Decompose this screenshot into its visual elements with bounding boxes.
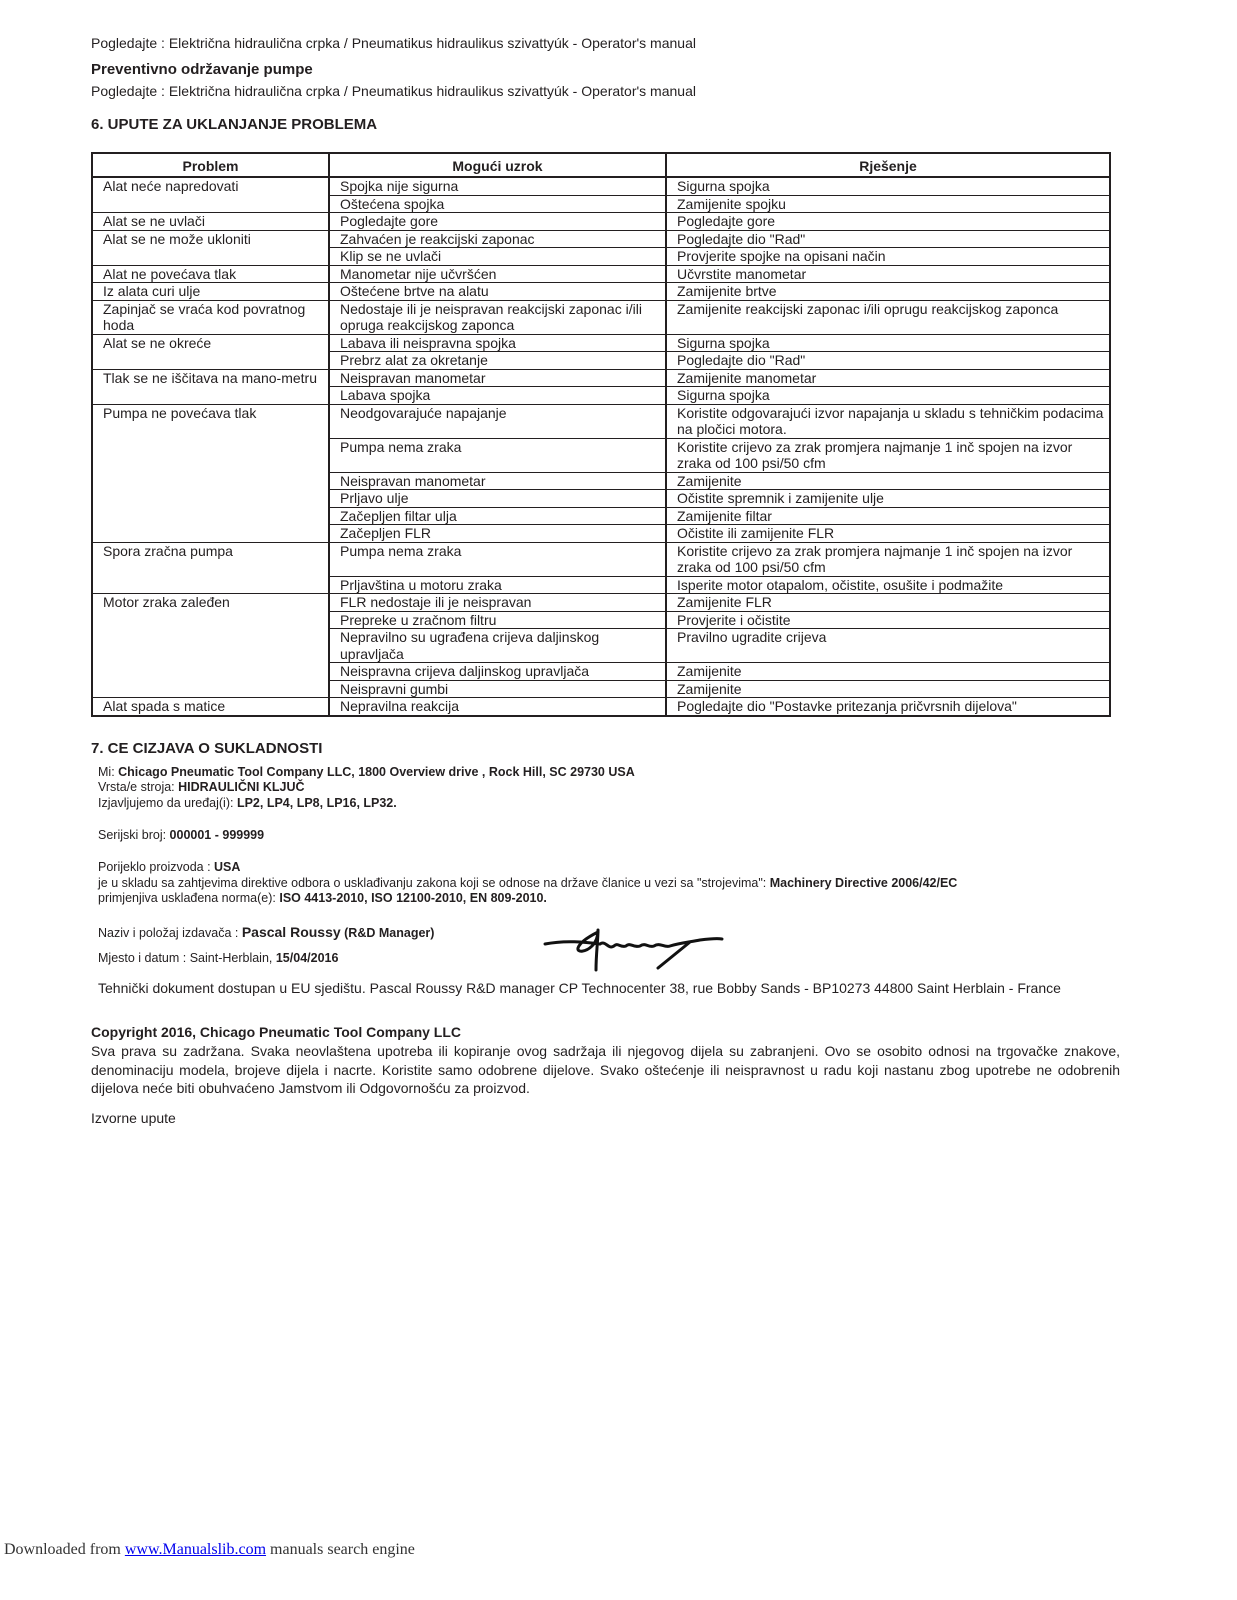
- cause-cell: Labava ili neispravna spojka: [330, 335, 667, 353]
- cause-solution-list: [330, 178, 1109, 213]
- cause-cell: Pumpa nema zraka: [330, 439, 667, 473]
- table-row: [330, 490, 1109, 508]
- table-row: [330, 681, 1109, 699]
- cause-cell: Neispravna crijeva daljinskog upravljača: [330, 663, 667, 681]
- problem-group: [93, 543, 1109, 595]
- cause-solution-list: [330, 266, 1109, 284]
- manualslib-link[interactable]: www.Manualslib.com: [124, 1541, 267, 1558]
- cause-cell: Prljavo ulje: [330, 490, 667, 508]
- solution-cell: Provjerite spojke na opisani način: [667, 248, 1109, 266]
- manufacturer-label: Mi:: [98, 765, 119, 779]
- solution-cell: Zamijenite reakcijski zaponac i/ili oprugu reakcijskog zaponca: [667, 301, 1109, 335]
- devices-value: LP2, LP4, LP8, LP16, LP32.: [236, 796, 397, 810]
- table-row: [330, 266, 1109, 284]
- cause-cell: Oštećena spojka: [330, 196, 667, 214]
- original-instructions: Izvorne upute: [91, 1110, 176, 1126]
- solution-cell: Koristite odgovarajući izvor napajanja u skladu s tehničkim podacima na pločici motora.: [667, 405, 1109, 439]
- cause-solution-list: [330, 335, 1109, 370]
- table-row: [330, 178, 1109, 196]
- cause-solution-list: [330, 543, 1109, 595]
- table-row: [330, 405, 1109, 439]
- problem-cell: Zapinjač se vraća kod povratnog hoda: [93, 301, 330, 335]
- origin-line: [98, 860, 240, 874]
- problem-cell: Alat ne povećava tlak: [93, 266, 330, 284]
- table-row: [330, 577, 1109, 595]
- table-row: [330, 508, 1109, 526]
- solution-cell: Sigurna spojka: [667, 178, 1109, 196]
- issuer-label: Naziv i položaj izdavača :: [98, 926, 242, 940]
- table-row: [330, 283, 1109, 301]
- copyright-text: Sva prava su zadržana. Svaka neovlaštena upotreba ili kopiranje ovog sadržaja ili njegovog dijela su zabranjeni. Ovo se osobito odnosi na trgovačke znakove, denominaciju modela, brojeve dijela i nacrte. Koristite samo odobrene dijelove. Svako oštećenje ili neispravnost u radu koji nastanu zbog upotrebe ne odobrenih dijelova neće biti obuhvaćeno Jamstvom ili Odgovornošću za proizvod.: [91, 1043, 1120, 1096]
- machine-type-label: Vrsta/e stroja:: [98, 780, 179, 794]
- problem-group: [93, 405, 1109, 543]
- solution-cell: Pogledajte dio "Rad": [667, 352, 1109, 370]
- preventive-maintenance-heading: Preventivno održavanje pumpe: [91, 61, 313, 78]
- table-row: [330, 196, 1109, 214]
- troubleshooting-table: [91, 152, 1111, 717]
- table-row: [330, 439, 1109, 473]
- cause-cell: Zahvaćen je reakcijski zaponac: [330, 231, 667, 249]
- norms-line: [98, 891, 547, 905]
- cause-cell: Prepreke u zračnom filtru: [330, 612, 667, 630]
- cause-cell: Nepravilna reakcija: [330, 698, 667, 715]
- problem-cell: Pumpa ne povećava tlak: [93, 405, 330, 543]
- problem-group: [93, 178, 1109, 213]
- serial-label: Serijski broj:: [98, 828, 170, 842]
- solution-cell: Zamijenite: [667, 681, 1109, 699]
- cause-solution-list: [330, 213, 1109, 231]
- problem-cell: Spora zračna pumpa: [93, 543, 330, 595]
- problem-group: [93, 594, 1109, 698]
- problem-cell: Motor zraka zaleđen: [93, 594, 330, 698]
- cause-solution-list: [330, 594, 1109, 698]
- table-row: [330, 335, 1109, 353]
- origin-label: Porijeklo proizvoda :: [98, 860, 215, 874]
- problem-cell: Alat se ne uvlači: [93, 213, 330, 231]
- cause-cell: Neispravan manometar: [330, 370, 667, 388]
- table-header-row: [93, 154, 1109, 178]
- copyright-title: Copyright 2016, Chicago Pneumatic Tool Company LLC: [91, 1024, 462, 1040]
- problem-group: [93, 266, 1109, 284]
- cause-cell: Oštećene brtve na alatu: [330, 283, 667, 301]
- problem-group: [93, 698, 1109, 715]
- column-header-cause: Mogući uzrok: [330, 154, 667, 178]
- solution-cell: Pogledajte gore: [667, 213, 1109, 231]
- solution-cell: Očistite spremnik i zamijenite ulje: [667, 490, 1109, 508]
- problem-group: [93, 370, 1109, 405]
- table-row: [330, 473, 1109, 491]
- serial-line: [98, 828, 264, 842]
- table-row: [330, 543, 1109, 577]
- problem-group: [93, 335, 1109, 370]
- cause-cell: Prljavština u motoru zraka: [330, 577, 667, 595]
- download-footer: [4, 1541, 415, 1559]
- directive-text: je u skladu sa zahtjevima direktive odbora o usklađivanju zakona koji se odnose na države članice u vezi sa "strojevima":: [98, 876, 770, 890]
- solution-cell: Pravilno ugradite crijeva: [667, 629, 1109, 663]
- solution-cell: Zamijenite filtar: [667, 508, 1109, 526]
- machine-type-value: HIDRAULIČNI KLJUČ: [178, 780, 305, 794]
- cause-cell: Neodgovarajuće napajanje: [330, 405, 667, 439]
- problem-group: [93, 283, 1109, 301]
- directive-value: Machinery Directive 2006/42/EC: [769, 876, 958, 890]
- footer-prefix: Downloaded from: [4, 1541, 125, 1558]
- cause-cell: Začepljen FLR: [330, 525, 667, 543]
- cause-solution-list: [330, 283, 1109, 301]
- table-row: [330, 525, 1109, 543]
- table-row: [330, 231, 1109, 249]
- devices-label: Izjavljujemo da uređaj(i):: [98, 796, 237, 810]
- solution-cell: Zamijenite FLR: [667, 594, 1109, 612]
- place-label: Mjesto i datum :: [98, 951, 190, 965]
- solution-cell: Pogledajte dio "Rad": [667, 231, 1109, 249]
- cause-cell: Pogledajte gore: [330, 213, 667, 231]
- solution-cell: Pogledajte dio "Postavke pritezanja pričvrsnih dijelova": [677, 698, 1017, 714]
- cause-cell: Labava spojka: [330, 387, 667, 405]
- reference-line-2: Pogledajte : Električna hidraulična crpka / Pneumatikus hidraulikus szivattyúk - Operator's manual: [91, 83, 696, 99]
- cause-cell: FLR nedostaje ili je neispravan: [330, 594, 667, 612]
- devices-line: [98, 796, 397, 810]
- problem-group: [93, 231, 1109, 266]
- directive-line: [98, 876, 957, 890]
- table-row: [330, 612, 1109, 630]
- signature-image: [540, 920, 725, 975]
- cause-solution-list: [330, 405, 1109, 543]
- table-row: [330, 213, 1109, 231]
- manufacturer-line: [98, 765, 635, 779]
- solution-cell: Zamijenite manometar: [667, 370, 1109, 388]
- cause-solution-list: [330, 370, 1109, 405]
- norms-value: ISO 4413-2010, ISO 12100-2010, EN 809-2010.: [279, 891, 547, 905]
- cause-cell: Spojka nije sigurna: [330, 178, 667, 196]
- table-row: [330, 387, 1109, 405]
- cause-solution-list: [330, 301, 1109, 335]
- cause-cell: Začepljen filtar ulja: [330, 508, 667, 526]
- table-body: [93, 178, 1109, 715]
- cause-cell: Pumpa nema zraka: [330, 543, 667, 577]
- date-value: 15/04/2016: [275, 951, 339, 965]
- problem-cell: Tlak se ne iščitava na mano-metru: [93, 370, 330, 405]
- cause-cell: Nepravilno su ugrađena crijeva daljinskog upravljača: [330, 629, 667, 663]
- origin-value: USA: [214, 860, 241, 874]
- declaration-heading: 7. CE CIZJAVA O SUKLADNOSTI: [91, 740, 323, 757]
- solution-cell: Zamijenite brtve: [667, 283, 1109, 301]
- problem-cell: Iz alata curi ulje: [93, 283, 330, 301]
- cause-cell: Manometar nije učvršćen: [330, 266, 667, 284]
- table-row: [330, 301, 1109, 335]
- norms-label: primjenjiva usklađena norma(e):: [98, 891, 280, 905]
- issuer-role: (R&D Manager): [340, 926, 435, 940]
- problem-cell: Alat neće napredovati: [93, 178, 330, 213]
- table-row: [330, 698, 1109, 715]
- solution-cell: Zamijenite: [667, 473, 1109, 491]
- solution-cell: Učvrstite manometar: [667, 266, 1109, 284]
- solution-cell: Očistite ili zamijenite FLR: [667, 525, 1109, 543]
- cause-solution-list: [330, 698, 1109, 715]
- cause-solution-list: [330, 231, 1109, 266]
- solution-cell: Zamijenite: [667, 663, 1109, 681]
- cause-cell: Klip se ne uvlači: [330, 248, 667, 266]
- footer-suffix: manuals search engine: [266, 1541, 415, 1558]
- problem-cell: Alat se ne okreće: [93, 335, 330, 370]
- solution-cell: Zamijenite spojku: [667, 196, 1109, 214]
- table-row: [330, 663, 1109, 681]
- technical-document-line: Tehnički dokument dostupan u EU sjedištu. Pascal Roussy R&D manager CP Technocenter 38, rue Bobby Sands - BP10273 44800 Saint Herblain - France: [98, 980, 1061, 996]
- issuer-name: Pascal Roussy: [241, 924, 341, 940]
- reference-line-1: Pogledajte : Električna hidraulična crpka / Pneumatikus hidraulikus szivattyúk - Operator's manual: [91, 35, 696, 51]
- table-row: [330, 352, 1109, 370]
- place-value: Saint-Herblain,: [189, 951, 276, 965]
- table-row: [330, 629, 1109, 663]
- solution-cell: Provjerite i očistite: [667, 612, 1109, 630]
- solution-cell: Koristite crijevo za zrak promjera najmanje 1 inč spojen na izvor zraka od 100 psi/50 cfm: [667, 543, 1109, 577]
- serial-value: 000001 - 999999: [169, 828, 265, 842]
- solution-cell: Koristite crijevo za zrak promjera najmanje 1 inč spojen na izvor zraka od 100 psi/50 cfm: [667, 439, 1109, 473]
- cause-cell: Neispravan manometar: [330, 473, 667, 491]
- problem-group: [93, 301, 1109, 335]
- cause-cell: Prebrz alat za okretanje: [330, 352, 667, 370]
- cause-cell: Neispravni gumbi: [330, 681, 667, 699]
- cause-cell: Nedostaje ili je neispravan reakcijski zaponac i/ili opruga reakcijskog zaponca: [330, 301, 667, 335]
- problem-cell: Alat spada s matice: [93, 698, 330, 715]
- problem-group: [93, 213, 1109, 231]
- machine-type-line: [98, 780, 305, 794]
- troubleshooting-heading: 6. UPUTE ZA UKLANJANJE PROBLEMA: [91, 116, 378, 133]
- table-row: [330, 248, 1109, 266]
- column-header-problem: Problem: [93, 154, 330, 178]
- place-date-line: [98, 951, 338, 965]
- column-header-solution: Rješenje: [667, 154, 1109, 178]
- solution-cell: Isperite motor otapalom, očistite, osušite i podmažite: [667, 577, 1109, 595]
- manufacturer-value: Chicago Pneumatic Tool Company LLC, 1800 Overview drive , Rock Hill, SC 29730 USA: [118, 765, 635, 779]
- table-row: [330, 594, 1109, 612]
- solution-cell: Sigurna spojka: [667, 335, 1109, 353]
- issuer-line: [98, 924, 434, 940]
- table-row: [330, 370, 1109, 388]
- solution-cell: Sigurna spojka: [667, 387, 1109, 405]
- problem-cell: Alat se ne može ukloniti: [93, 231, 330, 266]
